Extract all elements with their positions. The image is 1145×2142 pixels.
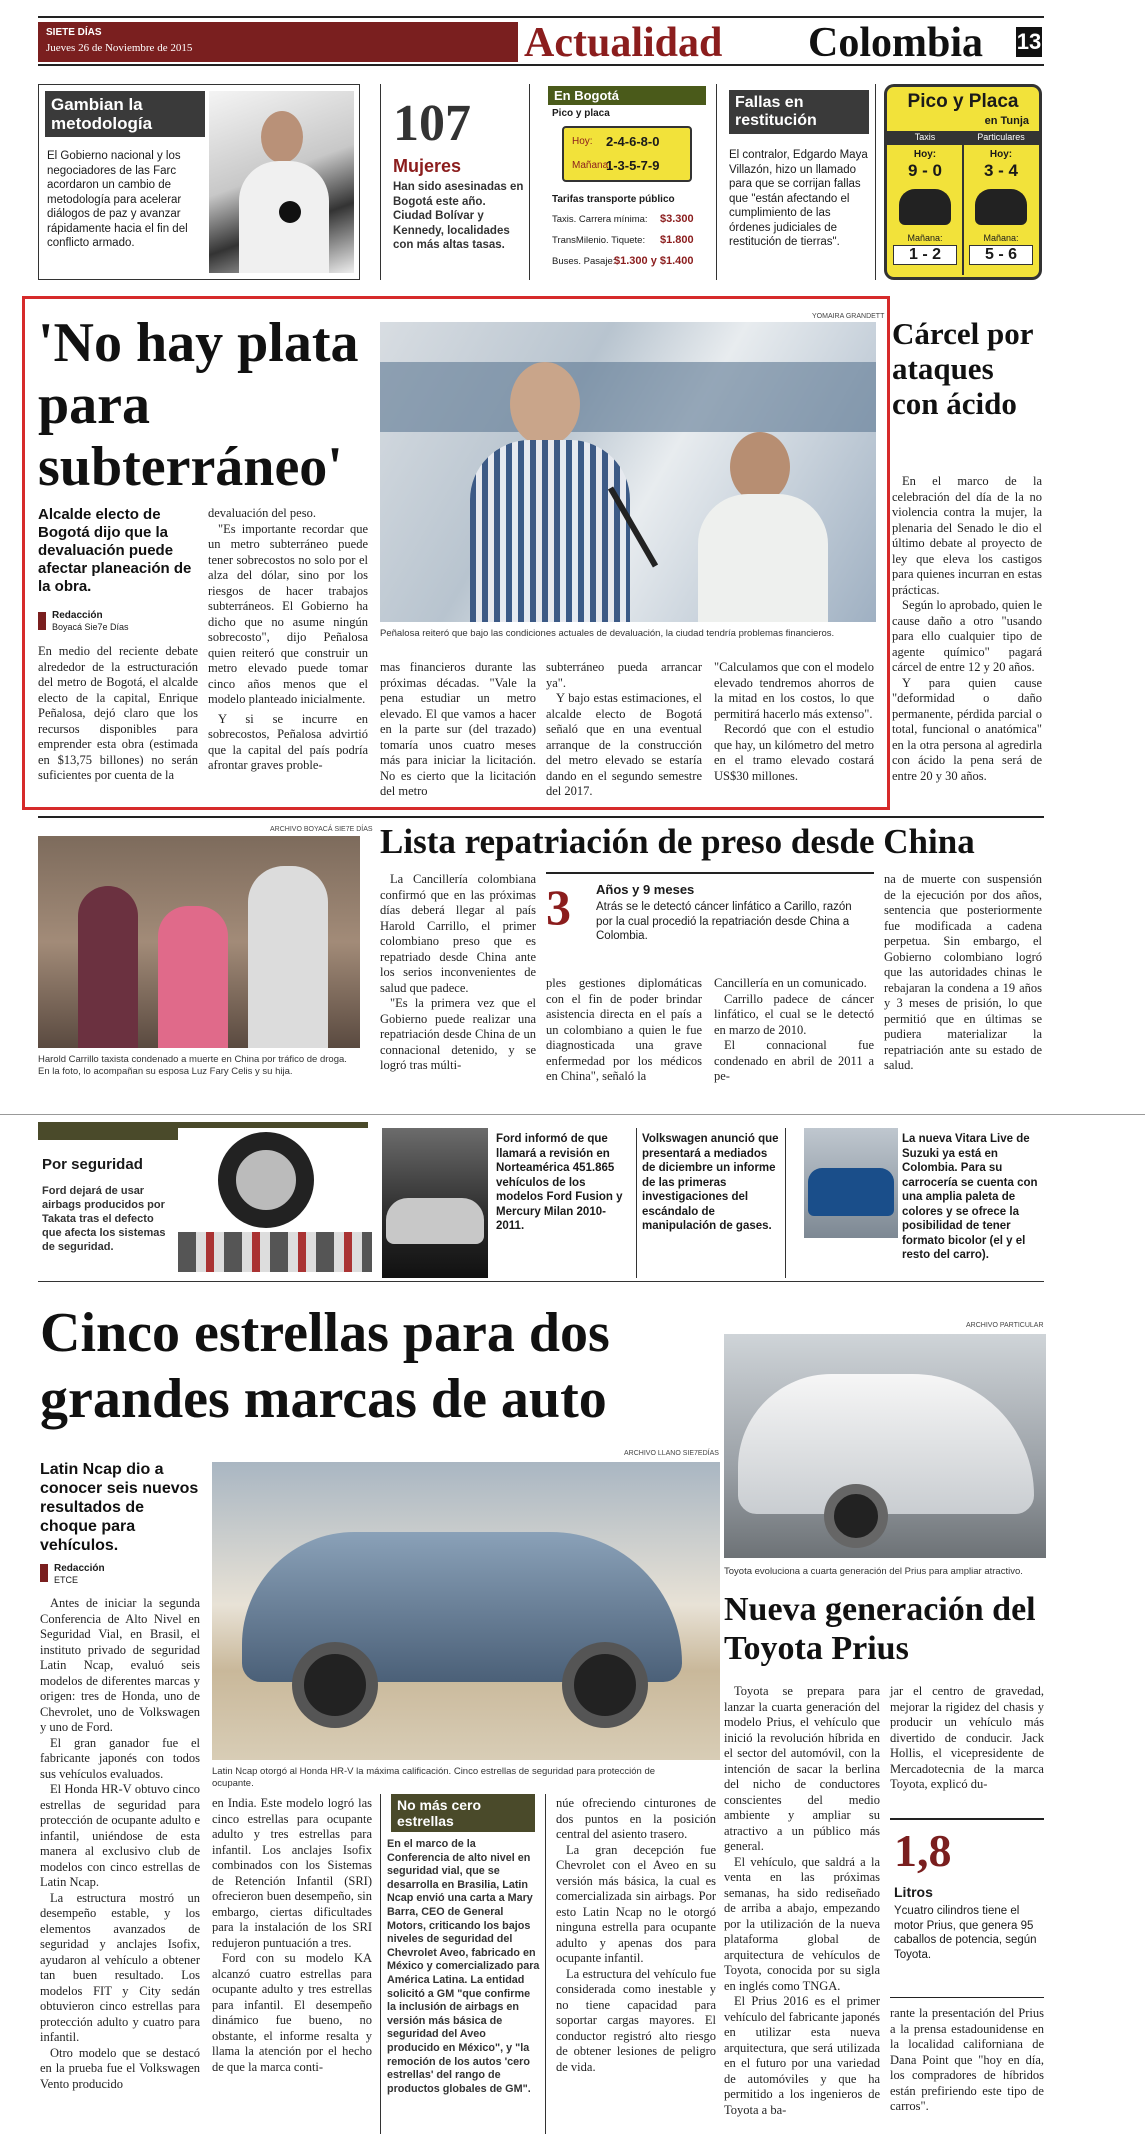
- mujeres-number: 107: [393, 95, 471, 152]
- tire-icon: [218, 1132, 314, 1228]
- ncap-caption: Latin Ncap otorgó al Honda HR-V la máxima calificación. Cinco estrellas de seguridad para protección de ocupante.: [212, 1766, 656, 1789]
- seguridad-text: Ford dejará de usar airbags producidos por Takata tras el defecto que afecta los sistemas de seguridad.: [42, 1185, 166, 1253]
- bogota-rate-value-3: $1.300 y $1.400: [614, 255, 694, 267]
- ncap-col1-p1: Antes de iniciar la segunda Conferencia de Alto Nivel en Seguridad Vial, en Brasil, el instituto privado de seguridad Latin Ncap, evaluó seis modelos de diferentes marcas y origen: tres de Honda, uno de Chevrolet, uno de Volkswagen y uno de Ford.: [40, 1596, 200, 1734]
- metro-col5: [714, 660, 874, 784]
- china-photo-credit: ARCHIVO BOYACÁ SIE7E DÍAS: [270, 826, 373, 833]
- acido-p1: En el marco de la celebración del día de la no violencia contra la mujer, la plenaria del Senado le dio el último debate al proyecto de ley que eleva los castigos para quienes incurran en estas prácticas.: [892, 474, 1042, 597]
- china-col3-p1: Cancillería en un comunicado.: [714, 976, 867, 990]
- header-section-a: Actualidad: [524, 20, 723, 66]
- person-figure: [78, 886, 138, 1048]
- byline-marker: [40, 1564, 48, 1582]
- ncap-col3-p3: La estructura del vehículo fue considerada como inestable y no tiene capacidad para soportar cargas mayores. El conductor registró alto riesgo de obtener lesiones de peligro de vida.: [556, 1966, 716, 2074]
- ncap-col2: [212, 1796, 372, 2075]
- tunja-taxis-hoy: 9 - 0: [907, 161, 943, 180]
- metro-deck: Alcalde electo de Bogotá dijo que la devaluación puede afectar planeación de la obra.: [38, 506, 192, 595]
- prius-fact-text: Ycuatro cilindros tiene el motor Prius, que genera 95 caballos de potencia, según Toyota.: [894, 1905, 1037, 1961]
- ncap-box-text: En el marco de la Conferencia de alto nivel en seguridad vial, que se desarrolla en Brasilia, Latin Ncap envió una carta a Mary Barra, CEO de General Motors, criticando los bajos niveles de seguridad del Chevrolet Aveo, fabricado en México y comercializado para América Latina. La entidad solicitó a GM "que confirme la inclusión de airbags en versión más básica de seguridad del Aveo producido en México", y "la remoción de los autos 'cero estrellas' del rango de productos globales de GM".: [387, 1838, 540, 2095]
- acido-p3: Y para quien cause "deformidad o daño permanente, pérdida parcial o total, funcional o anatómica" en la otra persona al agredirla con ácido la pena será de entre 20 y 30 años.: [892, 675, 1042, 783]
- header-brand: SIETE DÍAS: [46, 27, 102, 38]
- bogota-title: En Bogotá: [548, 86, 706, 105]
- tunja-subtitle: en Tunja: [984, 115, 1029, 127]
- metro-byline-source: Boyacá Sie7e Días: [52, 622, 129, 632]
- bogota-pico-box: [562, 126, 692, 182]
- ncap-col1-p3: El Honda HR-V obtuvo cinco estrellas de seguridad para protección de ocupante adulto e infantil, uniéndose de esta manera al exclusivo club de modelos con cinco estrellas de Latin Ncap.: [40, 1782, 200, 1889]
- brief-farc-text: El Gobierno nacional y los negociadores de las Farc acordaron un cambio de metodología para acelerar diálogos de paz y avanzar rápidamente hacia el fin del conflicto armado.: [47, 150, 188, 249]
- backdrop-banner: [380, 362, 876, 432]
- ncap-col3-p2: La gran decepción fue Chevrolet con el Aveo en su versión más básica, la cual es comercializada sin airbags. Por esto Latin Ncap no le otorgó ninguna estrella para ocupante adulto y apenas dos para ocupante infantil.: [556, 1842, 716, 1965]
- bogota-today-label: Hoy:: [572, 136, 593, 147]
- car-icon: [899, 189, 951, 225]
- bogota-rate-label-2: TransMilenio. Tiquete:: [552, 235, 646, 246]
- ncap-col2-p2: Ford con su modelo KA alcanzó cuatro estrellas para ocupante adulto y tres estrellas para infantil. El desempeño dinámico fue bueno, no obstante, el informe resalta y llama la atención por el hecho de que la marca conti-: [212, 1951, 372, 2074]
- china-caption: Harold Carrillo taxista condenado a muerte en China por tráfico de droga. En la foto, lo acompañan su esposa Luz Fary Celis y su hija.: [38, 1054, 347, 1077]
- brief-mujeres: [380, 84, 530, 280]
- ford-photo: [382, 1128, 488, 1278]
- microphone-icon: [279, 201, 301, 223]
- brief-tunja: [884, 84, 1042, 280]
- acido-p2: Según lo aprobado, quien le cause daño a otro "usando para ello cualquier tipo de agente químico" pagará cárcel de entre 12 y 20 años.: [892, 598, 1042, 674]
- ncap-col2-p1: en India. Este modelo logró las cinco estrellas para ocupante adulto y tres estrellas para infantil. Los anclajes Isofix combinados con los Sistemas de Retención Infantil (SRI) ofrecieron buen desempeño, sin embargo, ciertas dificultades para la instalación de los SRI redujeron puntuación a tres.: [212, 1796, 372, 1950]
- airbag-parts-photo: [178, 1128, 372, 1278]
- china-col2: ples gestiones diplomáticas con el fin de poder brindar asistencia directa en el país a un colombiano a quien le fue diagnosticada una grave enfermedad por los médicos en China", señaló la: [546, 976, 702, 1083]
- prius-factbox: [890, 1818, 1044, 1998]
- car-shape: [808, 1168, 894, 1216]
- prius-headline: Nueva generación del Toyota Prius: [724, 1591, 1036, 1667]
- car-shape: [386, 1198, 484, 1244]
- second-person-head: [730, 432, 790, 502]
- bogota-rate-label-3: Buses. Pasaje:: [552, 256, 616, 267]
- metro-col2-p1: devaluación del peso.: [208, 506, 316, 520]
- china-col4: na de muerte con suspensión de la ejecución por dos años, sentencia que posteriormente fue modificada a cadena perpetua. Sin embargo, el Gobierno colombiano logró que las autoridades chinas le rebajaran la condena a 19 años y 3 meses de prisión, lo que permitió que en últimas se pudiera materializar la repatriación ante su estado de salud.: [884, 872, 1042, 1072]
- prius-col1-p3: El Prius 2016 es el primer vehículo del fabricante japonés en utilizar esta nueva arquitectura, que será utilizada en el futuro por una variedad de automóviles y que ha permitido a los ingenieros de Toyota a ba-: [724, 1994, 880, 2117]
- metro-col2-p3: Y si se incurre en sobrecostos, Peñalosa advirtió que la capital del país podría afrontar graves proble-: [208, 711, 368, 772]
- wheel-icon: [562, 1642, 648, 1728]
- prius-col1-p1: Toyota se prepara para lanzar la cuarta generación del modelo Prius, el vehículo que inició la revolución híbrida en el sector del automóvil, con la intención de sacar la berlina del nicho de conductores conscientes del medio ambiente y ampliar su atractivo a un público más general.: [724, 1684, 880, 1853]
- metro-photo: [380, 322, 876, 622]
- prius-caption: Toyota evoluciona a cuarta generación del Prius para ampliar atractivo.: [724, 1566, 1023, 1577]
- speaker-head: [510, 362, 580, 446]
- ncap-photo: [212, 1462, 720, 1760]
- header-date: Jueves 26 de Noviembre de 2015: [46, 42, 193, 54]
- ncap-sidebar-box: [380, 1794, 546, 2134]
- page-fold: [0, 1114, 1145, 1115]
- metro-col2-p2: "Es importante recordar que un metro subterráneo puede tener sobrecostos no solo por el alza del dólar, sino por los riesgos de hacer trabajos subterráneos. El Gobierno ha dicho que no asume ningún sobrecosto", dijo Peñalosa quien reiteró que construir un metro elevado puede tomar cinco años menos que el modelo planteado inicialmente.: [208, 521, 368, 706]
- bogota-rate-label-1: Taxis. Carrera mínima:: [552, 214, 648, 225]
- person-figure: [158, 906, 228, 1048]
- china-photo: [38, 836, 360, 1048]
- ncap-headline: Cinco estrellas para dos grandes marcas de auto: [40, 1302, 610, 1430]
- vitara-photo: [804, 1128, 898, 1238]
- china-col1-p2: "Es la primera vez que el Gobierno puede realizar una repatriación desde China de un connacional detenido, y se logró tras múlti-: [380, 996, 536, 1072]
- ncap-col3-p1: núe ofreciendo cinturones de dos puntos en la posición central del asiento trasero.: [556, 1796, 716, 1841]
- header-page-number: 13: [1016, 27, 1042, 57]
- tunja-part-manana: 5 - 6: [969, 245, 1033, 265]
- tunja-manana-label-1: Mañana:: [907, 233, 943, 243]
- bogota-rate-value-1: $3.300: [660, 213, 694, 225]
- metro-col1: En medio del reciente debate alrededor de la estructuración del metro de Bogotá, el alcalde electo de la capital, Enrique Peñalosa, dejó claro que los recursos disponibles para emprender esta obra (estimada en $13,75 billones) no serán suficientes por cuenta de la: [38, 644, 198, 782]
- china-col3-p3: El connacional fue condenado en abril de 2011 a pe-: [714, 1038, 874, 1083]
- brief-bogota: [548, 84, 708, 280]
- metro-photo-credit: YOMAIRA GRANDETT: [812, 313, 885, 320]
- vw-text: Volkswagen anunció que presentará a mediados de diciembre un informe de las primeras investigaciones del escándalo de manipulación de gases.: [642, 1133, 779, 1232]
- ncap-col1-p5: Otro modelo que se destacó en la prueba fue el Volkswagen Vento producido: [40, 2045, 200, 2091]
- tunja-taxis-manana: 1 - 2: [893, 245, 957, 265]
- bogota-rate-value-2: $1.800: [660, 234, 694, 246]
- metro-col4-p2: Y bajo estas estimaciones, el alcalde electo de Bogotá señaló que en una eventual arranque de la construcción del metro elevado se estaría dando en el segundo semestre del 2017.: [546, 691, 702, 798]
- person-figure: [248, 866, 328, 1048]
- acido-body: [892, 474, 1042, 784]
- brief-farc-title: Gambian la metodología: [45, 91, 205, 137]
- tunja-title: Pico y Placa: [907, 91, 1019, 112]
- tunja-hoy-label-2: Hoy:: [989, 149, 1013, 160]
- bogota-subtitle: Pico y placa: [552, 108, 610, 119]
- person-head-shape: [261, 111, 303, 163]
- tunja-part-hoy: 3 - 4: [983, 161, 1019, 180]
- prius-col1-p2: El vehículo, que saldrá a la venta en las próximas semanas, ha sido rediseñado de arriba a abajo, empezando por la utilización de la nueva plataforma global de arquitectura de vehículos de Toyota, conocida por su sigla en inglés como TNGA.: [724, 1854, 880, 1993]
- byline-marker: [38, 612, 46, 630]
- metro-col4-p1: subterráneo pueda arrancar ya".: [546, 660, 702, 690]
- fallas-text: El contralor, Edgardo Maya Villazón, hizo un llamado para que se corrijan fallas que "están afectando el cumplimiento de las órdenes judiciales de restitución de tierras".: [729, 149, 868, 248]
- metro-byline-label: Redacción: [52, 610, 103, 621]
- metro-col4: [546, 660, 702, 800]
- china-col1: [380, 872, 536, 1074]
- brief-farc: [38, 84, 360, 280]
- ncap-col1-p2: El gran ganador fue el fabricante japonés con todos sus vehículos evaluados.: [40, 1735, 200, 1781]
- china-headline: Lista repatriación de preso desde China: [380, 822, 975, 861]
- prius-photo-credit: ARCHIVO PARTICULAR: [966, 1322, 1044, 1329]
- prius-col2b: rante la presentación del Prius a la prensa estadounidense en la localidad californiana de Dana Point que "hoy en día, los compradores de híbridos están prefiriendo este tipo de carros".: [890, 2006, 1044, 2113]
- mujeres-label: Mujeres: [393, 156, 462, 176]
- wheel-icon: [824, 1484, 888, 1548]
- ncap-deck: Latin Ncap dio a conocer seis nuevos resultados de choque para vehículos.: [40, 1461, 199, 1554]
- prius-photo: [724, 1334, 1046, 1558]
- brief-fallas: [716, 84, 876, 280]
- metro-col5-p2: Recordó que con el estudio que hay, un kilómetro del metro en el tramo elevado costará US$30 millones.: [714, 722, 874, 783]
- acido-headline: Cárcel por ataques con ácido: [892, 316, 1033, 421]
- ncap-col1: [40, 1596, 200, 2092]
- prius-fact-number: 1,8: [894, 1825, 952, 1876]
- wheel-icon: [292, 1642, 378, 1728]
- ford-text: Ford informó de que llamará a revisión en Norteamérica 451.865 vehículos de los modelos Ford Fusion y Mercury Milan 2010-2011.: [496, 1133, 623, 1232]
- section-divider: [38, 816, 1044, 818]
- motor-strip: [38, 1122, 1044, 1282]
- china-col3: [714, 976, 874, 1085]
- bogota-tarifas-title: Tarifas transporte público: [552, 194, 675, 205]
- car-icon: [975, 189, 1027, 225]
- bogota-tomorrow-label: Mañana:: [572, 160, 611, 171]
- page-header: [38, 16, 1044, 66]
- second-person-body: [698, 494, 828, 622]
- metro-col3: mas financieros durante las próximas décadas. "Vale la pena estudiar un metro elevado. El que vamos a hacer en la parte sur (del trazado) tomaría unos cuatro meses más para iniciar la licitación. No es cierto que la licitación del metro: [380, 660, 536, 798]
- prius-col2: jar el centro de gravedad, mejorar la rigidez del chasis y producir un vehículo más divertido de conducir. Jack Hollis, el vicepresidente de Mercadotecnia de la marca Toyota, explicó du-: [890, 1684, 1044, 1791]
- seguridad-title: Por seguridad: [42, 1156, 143, 1173]
- metro-caption: Peñalosa reiteró que bajo las condiciones actuales de devaluación, la ciudad tendría problemas financieros.: [380, 628, 835, 639]
- ncap-photo-credit: ARCHIVO LLANO SIE7EDÍAS: [624, 1450, 719, 1457]
- factbox-text: Atrás se le detectó cáncer linfático a Carillo, razón por la cual procedió la repatriación desde China a Colombia.: [596, 901, 852, 942]
- ncap-byline-source: ETCE: [54, 1575, 79, 1585]
- tunja-manana-label-2: Mañana:: [983, 233, 1019, 243]
- header-section-b: Colombia: [808, 20, 984, 66]
- bogota-today: 2-4-6-8-0: [606, 134, 660, 149]
- ncap-col3: [556, 1796, 716, 2075]
- prius-fact-label: Litros: [894, 1884, 933, 1900]
- metro-headline: 'No hay plata para subterráneo': [38, 312, 359, 498]
- car-body-shape: [738, 1374, 1034, 1514]
- tunja-hoy-label-1: Hoy:: [913, 149, 937, 160]
- tunja-col-particulares: Particulares: [977, 132, 1025, 142]
- metro-col2: [208, 506, 368, 774]
- metro-col5-p1: "Calculamos que con el modelo elevado tendremos ahorros de la mitad en los costos, lo que permitirá hacerlo más extenso".: [714, 660, 874, 721]
- parts-row: [178, 1232, 372, 1272]
- fallas-title: Fallas en restitución: [729, 90, 869, 134]
- speaker-body: [470, 440, 630, 622]
- factbox-number: 3: [546, 879, 571, 935]
- china-col3-p2: Carrillo padece de cáncer linfático, el cual se le detectó en marzo de 2010.: [714, 991, 874, 1037]
- china-factbox: [546, 872, 874, 968]
- bogota-tomorrow: 1-3-5-7-9: [606, 158, 660, 173]
- ncap-byline-label: Redacción: [54, 1563, 105, 1574]
- ncap-box-title: No más cero estrellas: [391, 1794, 535, 1832]
- tunja-col-taxis: Taxis: [914, 132, 936, 142]
- ncap-col1-p4: La estructura mostró un desempeño estable, y los elementos avanzados de seguridad y anclajes Isofix, ayudaron al vehículo a obtener tan buen resultado. Los modelos FIT y City sedán obtuvieron cinco estrellas para protección adulto y cuatro para infantil.: [40, 1890, 200, 2044]
- factbox-title: Años y 9 meses: [596, 882, 695, 897]
- vitara-text: La nueva Vitara Live de Suzuki ya está en Colombia. Para su carrocería se cuenta con una amplia paleta de colores y se ofrece la posibilidad de tener formato bicolor (el y el resto del carro).: [902, 1133, 1038, 1261]
- prius-col1: [724, 1684, 880, 2118]
- mujeres-text: Han sido asesinadas en Bogotá este año. Ciudad Bolívar y Kennedy, localidades con más altas tasas.: [393, 181, 524, 251]
- brief-farc-photo: [209, 91, 354, 273]
- china-col1-p1: La Cancillería colombiana confirmó que en las próximas días deberá llegar al país Harold Carrillo, el primer colombiano preso que es repatriado desde China ante los serios inconvenientes de salud que padece.: [380, 872, 536, 995]
